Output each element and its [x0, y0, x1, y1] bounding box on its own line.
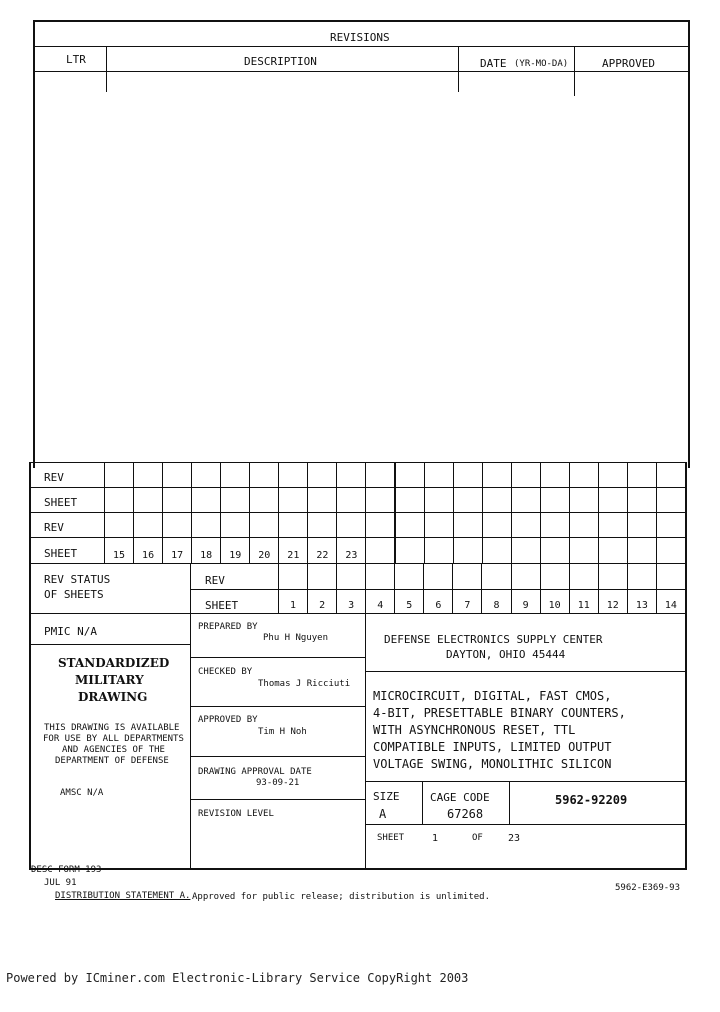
smd-line-1: STANDARDIZED: [58, 656, 170, 670]
col-date-format: (YR-MO-DA): [514, 59, 569, 69]
availability-line-4: DEPARTMENT OF DEFENSE: [55, 756, 169, 766]
approval-date-label: DRAWING APPROVAL DATE: [198, 767, 312, 777]
approved-by-label: APPROVED BY: [198, 715, 258, 725]
upper-rev-cell: [424, 462, 454, 488]
checked-by-name: Thomas J Ricciuti: [258, 679, 351, 689]
lower-rev-cell: [278, 563, 308, 590]
availability-line-2: FOR USE BY ALL DEPARTMENTS: [43, 734, 184, 744]
upper-rev-cell: [627, 512, 657, 538]
upper-rev-cell: [133, 512, 163, 538]
sheet-row-label-2: SHEET: [44, 547, 78, 560]
lower-sheet-cell: 5: [394, 589, 424, 614]
powered-by-watermark: Powered by ICminer.com Electronic-Library Service CopyRight 2003: [6, 971, 469, 985]
lower-sheet-cell: 2: [307, 589, 337, 614]
upper-sheet-cell: [453, 537, 483, 564]
lower-rev-cell: [336, 563, 366, 590]
upper-sheet-cell: [395, 537, 425, 564]
lower-rev-cell: [540, 563, 570, 590]
title-line-5: VOLTAGE SWING, MONOLITHIC SILICON: [373, 757, 612, 771]
drawing-number: 5962-92209: [555, 793, 628, 807]
upper-rev-cell: [162, 462, 192, 488]
upper-rev-cell: [627, 487, 657, 513]
upper-rev-cell: [569, 462, 599, 488]
title-line-3: WITH ASYNCHRONOUS RESET, TTL: [373, 723, 576, 737]
upper-rev-cell: [220, 462, 250, 488]
upper-rev-cell: [395, 462, 425, 488]
upper-rev-cell: [598, 512, 628, 538]
cage-code-label: CAGE CODE: [430, 791, 490, 804]
upper-rev-cell: [365, 487, 395, 513]
lower-rev-cell: [598, 563, 628, 590]
lower-rev-cell: [656, 563, 686, 590]
upper-sheet-cell: 16: [133, 537, 163, 564]
upper-rev-cell: [656, 512, 686, 538]
upper-sheet-cell: [598, 537, 628, 564]
upper-rev-cell: [104, 462, 134, 488]
upper-rev-cell: [307, 512, 337, 538]
upper-rev-cell: [511, 487, 541, 513]
desc-form: DESC FORM 193: [31, 865, 102, 875]
lower-sheet-cell: 11: [569, 589, 599, 614]
lower-sheet-cell: 9: [511, 589, 541, 614]
upper-sheet-cell: [656, 537, 686, 564]
approval-date: 93-09-21: [256, 778, 300, 788]
lower-sheet-cell: 13: [627, 589, 657, 614]
upper-rev-cell: [191, 487, 221, 513]
lower-sheet-cell: 10: [540, 589, 570, 614]
upper-rev-cell: [424, 512, 454, 538]
lower-rev-cell: [511, 563, 541, 590]
upper-rev-cell: [482, 487, 512, 513]
upper-rev-cell: [598, 462, 628, 488]
upper-sheet-cell: [365, 537, 395, 564]
lower-sheet-cell: 6: [423, 589, 453, 614]
agency-line-2: DAYTON, OHIO 45444: [446, 648, 566, 661]
availability-line-1: THIS DRAWING IS AVAILABLE: [44, 723, 180, 733]
upper-sheet-cell: [482, 537, 512, 564]
rev-row-label-1: REV: [44, 471, 64, 484]
lower-sheet-cell: 3: [336, 589, 366, 614]
title-line-4: COMPATIBLE INPUTS, LIMITED OUTPUT: [373, 740, 612, 754]
upper-rev-cell: [482, 462, 512, 488]
upper-rev-cell: [278, 487, 308, 513]
upper-rev-cell: [307, 487, 337, 513]
title-line-2: 4-BIT, PRESETTABLE BINARY COUNTERS,: [373, 706, 626, 720]
upper-rev-cell: [395, 487, 425, 513]
upper-rev-cell: [278, 462, 308, 488]
lower-rev-cell: [365, 563, 395, 590]
upper-rev-cell: [656, 462, 686, 488]
upper-sheet-cell: 15: [104, 537, 134, 564]
col-approved-header: APPROVED: [602, 57, 655, 70]
lower-sheet-cell: 14: [656, 589, 686, 614]
upper-rev-cell: [569, 487, 599, 513]
smd-line-2: MILITARY: [75, 673, 144, 687]
col-date-header: DATE: [480, 57, 507, 70]
lower-sheet-cell: 7: [452, 589, 482, 614]
sheet-label: SHEET: [377, 833, 405, 843]
upper-sheet-cell: [627, 537, 657, 564]
upper-rev-cell: [453, 512, 483, 538]
upper-rev-cell: [540, 462, 570, 488]
checked-by-label: CHECKED BY: [198, 667, 253, 677]
rev-status-rev-label: REV: [205, 574, 225, 587]
lower-rev-cell: [569, 563, 599, 590]
size-value: A: [379, 807, 387, 821]
upper-rev-cell: [104, 487, 134, 513]
upper-rev-cell: [453, 462, 483, 488]
smd-line-3: DRAWING: [78, 690, 148, 704]
upper-sheet-cell: [424, 537, 454, 564]
upper-rev-cell: [482, 512, 512, 538]
upper-rev-cell: [424, 487, 454, 513]
rev-row-label-2: REV: [44, 521, 64, 534]
upper-rev-cell: [249, 462, 279, 488]
sheet-total: 23: [508, 833, 521, 844]
upper-rev-cell: [220, 487, 250, 513]
lower-rev-cell: [481, 563, 511, 590]
rev-status-label: REV STATUS: [44, 573, 111, 586]
upper-rev-cell: [336, 462, 366, 488]
distribution-text: Approved for public release; distribution is unlimited.: [192, 892, 491, 902]
lower-rev-cell: [452, 563, 482, 590]
of-sheets-label: OF SHEETS: [44, 588, 104, 601]
lower-rev-cell: [627, 563, 657, 590]
col-ltr-header: LTR: [66, 53, 86, 66]
lower-sheet-cell: 12: [598, 589, 628, 614]
upper-sheet-cell: 22: [307, 537, 337, 564]
upper-rev-cell: [395, 512, 425, 538]
upper-sheet-cell: 18: [191, 537, 221, 564]
upper-rev-cell: [453, 487, 483, 513]
upper-sheet-cell: 23: [336, 537, 366, 564]
amsc-label: AMSC N/A: [60, 788, 104, 798]
upper-sheet-cell: 20: [249, 537, 279, 564]
col-description-header: DESCRIPTION: [244, 55, 317, 68]
upper-rev-cell: [278, 512, 308, 538]
upper-rev-cell: [191, 462, 221, 488]
upper-rev-cell: [162, 487, 192, 513]
lower-rev-cell: [394, 563, 424, 590]
desc-form-date: JUL 91: [44, 878, 77, 888]
upper-rev-cell: [540, 487, 570, 513]
upper-rev-cell: [249, 487, 279, 513]
size-label: SIZE: [373, 790, 400, 803]
upper-rev-cell: [336, 487, 366, 513]
upper-rev-cell: [191, 512, 221, 538]
upper-rev-cell: [249, 512, 279, 538]
distribution-label: DISTRIBUTION STATEMENT A.: [55, 891, 191, 901]
upper-rev-cell: [336, 512, 366, 538]
rev-status-sheet-label: SHEET: [205, 599, 239, 612]
upper-rev-cell: [365, 462, 395, 488]
upper-sheet-cell: [540, 537, 570, 564]
upper-rev-cell: [569, 512, 599, 538]
revisions-title: REVISIONS: [330, 31, 390, 44]
upper-rev-cell: [104, 512, 134, 538]
upper-sheet-cell: 19: [220, 537, 250, 564]
availability-line-3: AND AGENCIES OF THE: [62, 745, 165, 755]
upper-rev-cell: [307, 462, 337, 488]
pmic-label: PMIC N/A: [44, 625, 97, 638]
upper-rev-cell: [162, 512, 192, 538]
upper-rev-cell: [220, 512, 250, 538]
upper-rev-cell: [133, 487, 163, 513]
title-line-1: MICROCIRCUIT, DIGITAL, FAST CMOS,: [373, 689, 612, 703]
lower-sheet-cell: 4: [365, 589, 395, 614]
of-label: OF: [472, 833, 483, 843]
upper-sheet-cell: [511, 537, 541, 564]
revision-level-label: REVISION LEVEL: [198, 809, 274, 819]
sheet-number: 1: [432, 833, 439, 844]
lower-sheet-cell: 8: [481, 589, 511, 614]
upper-rev-cell: [511, 462, 541, 488]
upper-rev-cell: [656, 487, 686, 513]
upper-rev-cell: [133, 462, 163, 488]
upper-rev-cell: [365, 512, 395, 538]
upper-sheet-cell: 17: [162, 537, 192, 564]
sheet-row-label-1: SHEET: [44, 496, 78, 509]
lower-rev-cell: [423, 563, 453, 590]
prepared-by-name: Phu H Nguyen: [263, 633, 329, 643]
upper-sheet-cell: [569, 537, 599, 564]
upper-rev-cell: [598, 487, 628, 513]
upper-rev-cell: [511, 512, 541, 538]
upper-rev-cell: [540, 512, 570, 538]
approved-by-name: Tim H Noh: [258, 727, 307, 737]
agency-line-1: DEFENSE ELECTRONICS SUPPLY CENTER: [384, 633, 603, 646]
lower-rev-cell: [307, 563, 337, 590]
upper-sheet-cell: 21: [278, 537, 308, 564]
upper-rev-cell: [627, 462, 657, 488]
prepared-by-label: PREPARED BY: [198, 622, 258, 632]
lower-sheet-cell: 1: [278, 589, 308, 614]
document-code: 5962-E369-93: [615, 883, 681, 893]
cage-code-value: 67268: [447, 807, 484, 821]
